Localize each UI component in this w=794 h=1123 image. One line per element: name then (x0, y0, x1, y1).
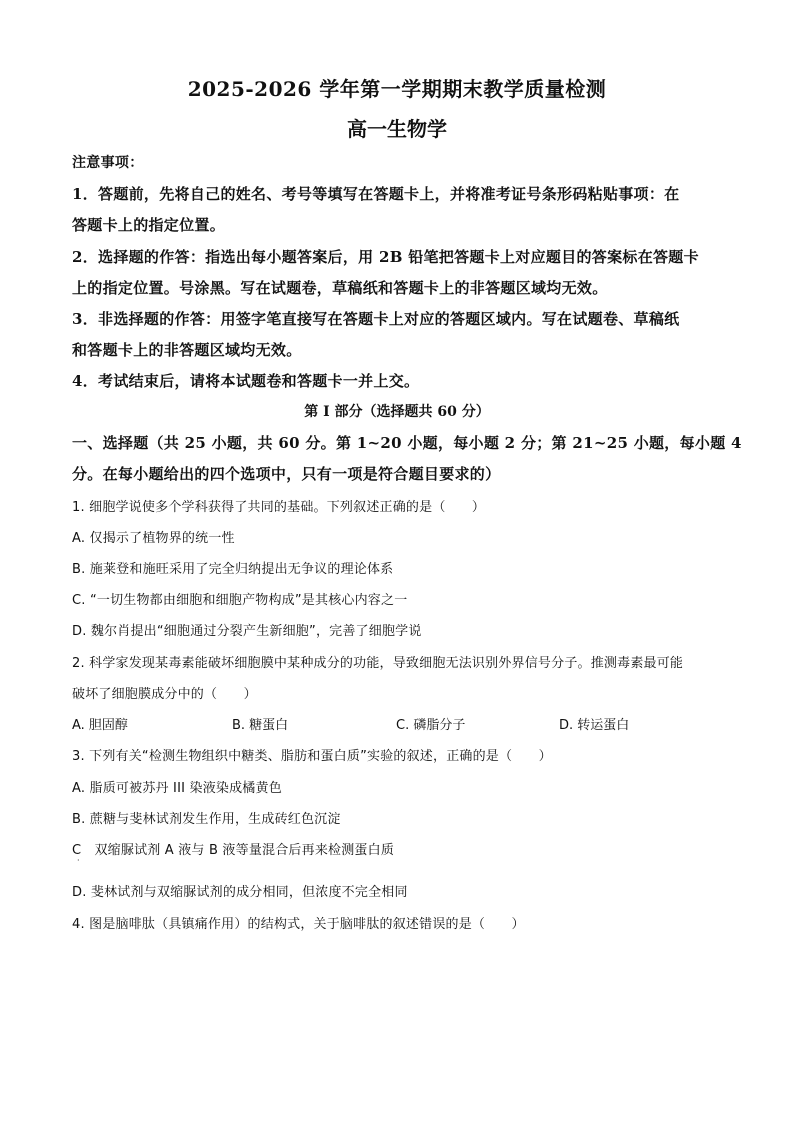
part1-heading: 第 I 部分（选择题共 60 分） (304, 404, 490, 420)
part1-instructions: 一、选择题（共 25 小题，共 60 分。第 1~20 小题，每小题 2 分；第 21~25 小题，每小题 4 (72, 434, 742, 452)
question-3-option-d: D. 斐林试剂与双缩脲试剂的成分相同，但浓度不完全相同 (72, 885, 408, 900)
notice-line: 4．考试结束后，请将本试题卷和答题卡一并上交。 (72, 372, 420, 390)
question-1-stem: 1. 细胞学说使多个学科获得了共同的基础。下列叙述正确的是（ ） (72, 500, 486, 515)
question-1-option-b: B. 施莱登和施旺采用了完全归纳提出无争议的理论体系 (72, 562, 394, 577)
stray-dot: · (77, 856, 80, 865)
question-1-option-c: C. “一切生物都由细胞和细胞产物构成”是其核心内容之一 (72, 593, 408, 608)
question-2-option-d: D. 转运蛋白 (559, 718, 630, 733)
question-2-option-b: B. 糖蛋白 (232, 718, 289, 733)
question-1-option-d: D. 魏尔肖提出“细胞通过分裂产生新细胞”，完善了细胞学说 (72, 624, 422, 639)
exam-title: 2025-2026 学年第一学期期末教学质量检测 (187, 77, 607, 101)
notice-line: 上的指定位置。号涂黑。写在试题卷，草稿纸和答题卡上的非答题区域均无效。 (72, 279, 608, 297)
question-3-option-c: C 双缩脲试剂 A 液与 B 液等量混合后再来检测蛋白质 (72, 843, 395, 858)
notice-line: 1．答题前，先将自己的姓名、考号等填写在答题卡上，并将准考证号条形码粘贴事项：在 (72, 185, 680, 203)
question-1-option-a: A. 仅揭示了植物界的统一性 (72, 531, 235, 546)
notice-line: 3．非选择题的作答：用签字笔直接写在答题卡上对应的答题区域内。写在试题卷、草稿纸 (72, 310, 680, 328)
notice-line: 2．选择题的作答：指选出每小题答案后，用 2B 铅笔把答题卡上对应题目的答案标在答题卡 (72, 248, 699, 266)
notice-line: 和答题卡上的非答题区域均无效。 (72, 341, 302, 359)
question-2-option-c: C. 磷脂分子 (396, 718, 466, 733)
question-2-option-a: A. 胆固醇 (72, 718, 128, 733)
question-3-stem: 3. 下列有关“检测生物组织中糖类、脂肪和蛋白质”实验的叙述，正确的是（ ） (72, 749, 552, 764)
notice-line: 答题卡上的指定位置。 (72, 216, 226, 234)
part1-instructions: 分。在每小题给出的四个选项中，只有一项是符合题目要求的） (72, 465, 501, 483)
question-3-option-b: B. 蔗糖与斐林试剂发生作用，生成砖红色沉淀 (72, 812, 341, 827)
question-4-stem: 4. 图是脑啡肽（具镇痛作用）的结构式，关于脑啡肽的叙述错误的是（ ） (72, 917, 525, 932)
question-3-option-a: A. 脂质可被苏丹 III 染液染成橘黄色 (72, 781, 282, 796)
question-2-stem: 2. 科学家发现某毒素能破坏细胞膜中某种成分的功能，导致细胞无法识别外界信号分子。推测毒素最可能 (72, 656, 684, 671)
notice-heading: 注意事项： (72, 155, 144, 171)
question-2-stem: 破坏了细胞膜成分中的（ ） (72, 687, 257, 702)
exam-subject: 高一生物学 (347, 117, 447, 141)
